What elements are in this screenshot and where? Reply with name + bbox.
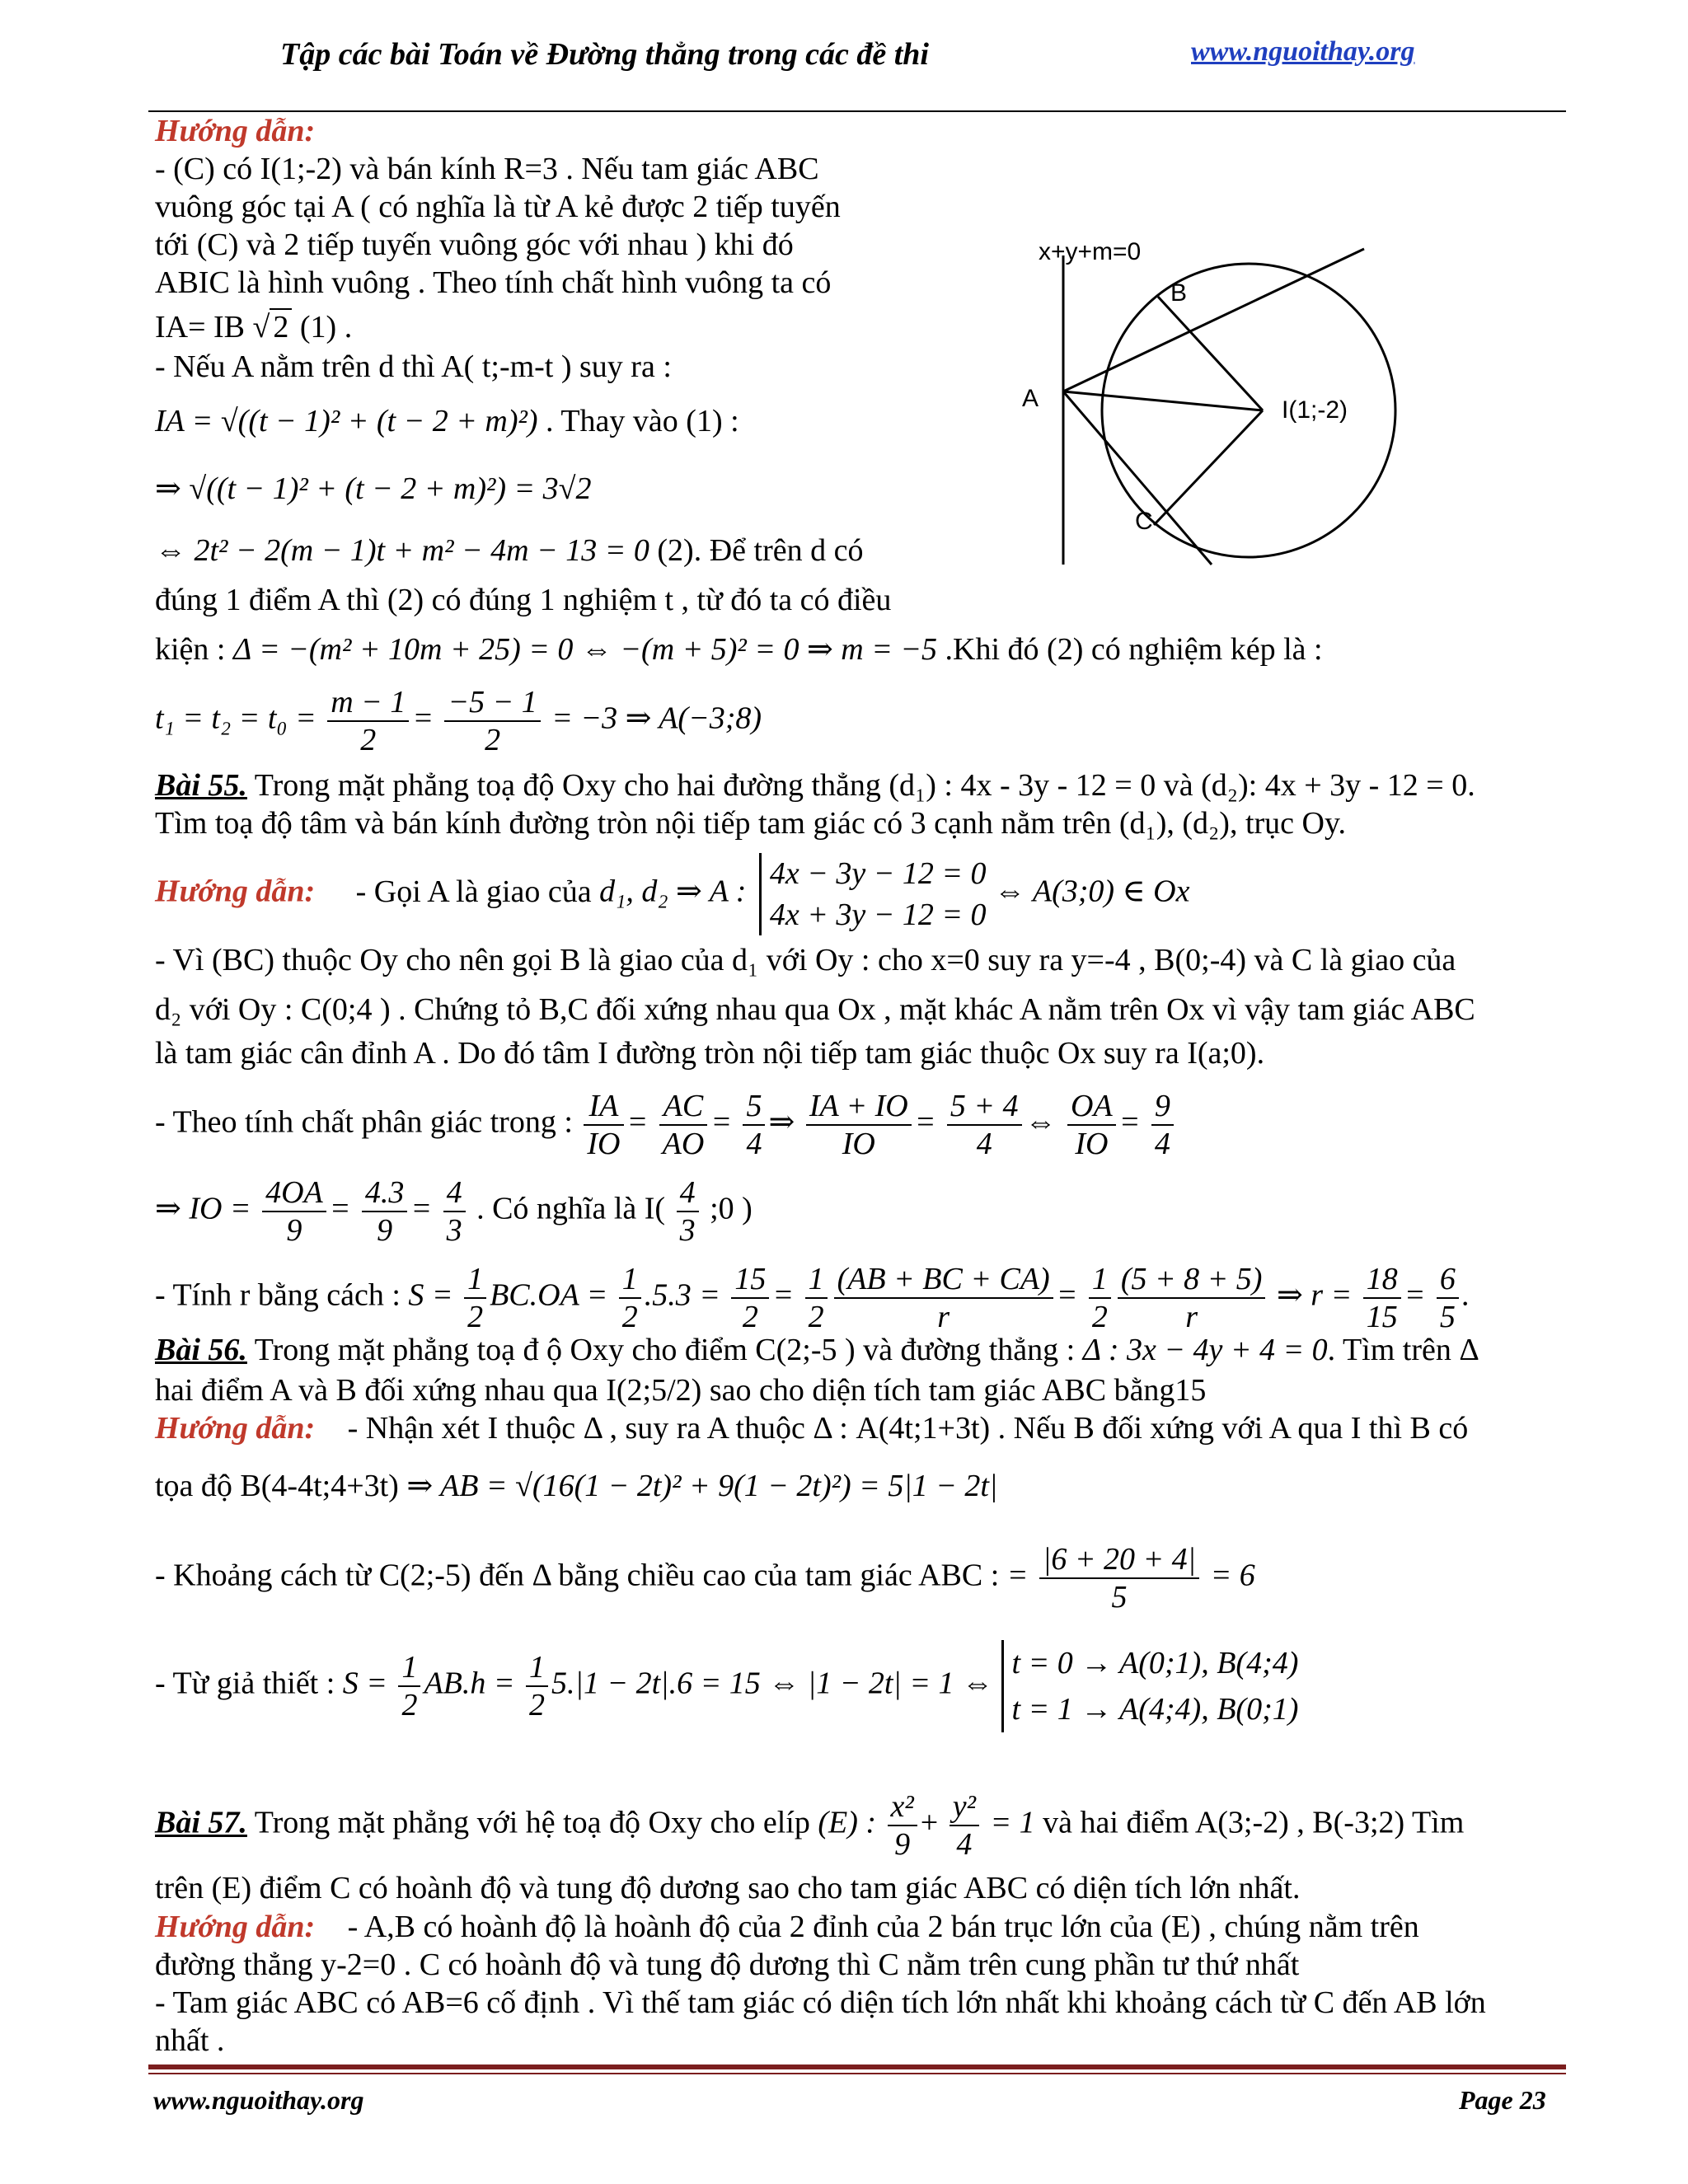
geometry-figure: [1022, 231, 1467, 593]
fraction: [834, 1261, 1053, 1335]
fraction: [1363, 1261, 1401, 1335]
numerator: |6 + 20 + 4|: [1039, 1541, 1199, 1579]
numerator: 1: [398, 1649, 420, 1687]
header-divider: [148, 110, 1566, 112]
p56-g4e: 5.|1 − 2t|.6 = 15 ⇔ |1 − 2t| = 1 ⇔: [551, 1666, 994, 1701]
p55-s3: .5.3 =: [644, 1277, 720, 1313]
p56-g3b: = 6: [1210, 1558, 1255, 1593]
p56-question-1: [155, 1331, 1479, 1369]
case-1: t = 0 → A(0;1), B(4;4): [1011, 1646, 1299, 1680]
p55-question-2: Tìm toạ độ tâm và bán kính đường tròn nội tiếp tam giác có 3 cạnh nằm trên (d₁), (d₂), trục Oy.: [155, 806, 1347, 841]
p54-l11b: Δ = −(m² + 10m + 25) = 0 ⇔ −(m + 5)² = 0 ⇒ m = −5: [232, 632, 938, 667]
p56-q1a: Trong mặt phẳng toạ đ ộ Oxy cho điểm C(2;-5 ) và đường thẳng :: [246, 1333, 1076, 1367]
guide-label-56: Hướng dẫn:: [155, 1411, 316, 1446]
p57-guide-4: nhất .: [155, 2023, 225, 2058]
denominator: 4: [1154, 1127, 1170, 1161]
p57-question-1: Bài 57. Trong mặt phẳng với hệ toạ độ Oxy cho elíp (E) : $\frac{\text{x²}}{9}$ + $\frac{\text{y²}}{4}$ = 1 và hai điểm A(3;-2) , B(-3;2) Tìm: [155, 1789, 1465, 1862]
numerator: m − 1: [327, 684, 409, 722]
fraction: [1089, 1261, 1111, 1335]
footer-divider-thick: [148, 2064, 1566, 2069]
fraction: [731, 1261, 769, 1335]
p57-q1c: = 1: [990, 1805, 1035, 1840]
system-eq-2: 4x + 3y − 12 = 0: [769, 898, 987, 932]
p56-q1c: . Tìm trên Δ: [1327, 1333, 1479, 1367]
p55-g1b: d₁, d₂ ⇒ A :: [599, 874, 747, 909]
p55-guide-4: là tam giác cân đỉnh A . Do đó tâm I đường tròn nội tiếp tam giác thuộc Ox suy ra I(a;0).: [155, 1036, 1265, 1071]
guide-label-54: Hướng dẫn:: [155, 114, 316, 148]
fraction: [947, 1088, 1022, 1162]
p55-guide-2: - Vì (BC) thuộc Oy cho nên gọi B là giao của d₁ với Oy : cho x=0 suy ra y=-4 , B(0;-4) và C là giao của: [155, 943, 1456, 977]
fraction: [444, 684, 540, 758]
denominator: 4: [956, 1827, 973, 1862]
numerator: y²: [950, 1788, 979, 1826]
fraction: [677, 1174, 699, 1249]
fraction: [584, 1088, 623, 1162]
denominator: 9: [286, 1213, 302, 1248]
p54-line-12: t₁ = t₂ = t₀ = $\frac{m - 1}{2}$ = $\frac{-5 - 1}{2}$ = −3 ⇒ A(−3;8): [155, 685, 762, 757]
p56-q1b: Δ : 3x − 4y + 4 = 0: [1082, 1333, 1328, 1367]
label-center-i: I(1;-2): [1282, 396, 1348, 424]
fraction: [659, 1088, 708, 1162]
footer-divider-thin: [148, 2073, 1566, 2074]
p57-g1: - A,B có hoành độ là hoành độ của 2 đỉnh của 2 bán trục lớn của (E) , chúng nằm trên: [347, 1910, 1419, 1944]
numerator: 6: [1437, 1261, 1459, 1299]
p54-line-11: [155, 630, 1323, 668]
tangent-line-ac: [1063, 391, 1212, 565]
denominator: IO: [1075, 1127, 1109, 1161]
p54-l12a: t₁ = t₂ = t₀ =: [155, 701, 316, 736]
numerator: 4: [677, 1174, 699, 1212]
denominator: 9: [377, 1213, 393, 1248]
p54-l5a: IA= IB: [155, 310, 246, 344]
denominator: r: [937, 1300, 950, 1334]
numerator: IA: [584, 1088, 623, 1126]
numerator: 1: [805, 1261, 828, 1299]
denominator: 5: [1111, 1580, 1128, 1615]
p54-line-1: - (C) có I(1;-2) và bán kính R=3 . Nếu tam giác ABC: [155, 152, 819, 186]
label-point-b: B: [1170, 279, 1188, 307]
fraction: [262, 1174, 326, 1249]
p54-line-10: đúng 1 điểm A thì (2) có đúng 1 nghiệm t , từ đó ta có điều: [155, 583, 892, 617]
p57-title: Bài 57.: [155, 1805, 247, 1840]
label-point-c: C: [1135, 508, 1153, 535]
numerator: 1: [1089, 1261, 1111, 1299]
p55-s4: ⇒ r =: [1276, 1277, 1353, 1313]
p56-g2a: tọa độ B(4-4t;4+3t): [155, 1469, 399, 1503]
case-bracket: [1001, 1640, 1299, 1732]
p54-l7a: IA = √((t − 1)² + (t − 2 + m)²): [155, 404, 538, 438]
denominator: 4: [976, 1127, 992, 1161]
p54-l9a: ⇔ 2t² − 2(m − 1)t + m² − 4m − 13 = 0: [155, 533, 649, 568]
numerator: 15: [731, 1261, 769, 1299]
p56-g2b: ⇒ AB = √(16(1 − 2t)² + 9(1 − 2t)²) = 5|1 − 2t|: [406, 1469, 998, 1503]
numerator: IA + IO: [806, 1088, 912, 1126]
denominator: 2: [621, 1300, 638, 1334]
p55-g1a: - Gọi A là giao của: [355, 874, 592, 909]
p57-guide-2: đường thẳng y-2=0 . C có hoành độ và tung độ dương thì C nằm trên cung phần tư thứ nhất: [155, 1947, 1300, 1982]
fraction: [888, 1788, 917, 1863]
p55-guide-3: d₂ với Oy : C(0;4 ) . Chứng tỏ B,C đối xứng nhau qua Ox , mặt khác A nằm trên Ox vì vậy tam giác ABC: [155, 992, 1475, 1027]
numerator: x²: [888, 1788, 917, 1826]
fraction: [1067, 1088, 1116, 1162]
fraction: [464, 1261, 486, 1335]
p54-line-8: ⇒ √((t − 1)² + (t − 2 + m)²) = 3√2: [155, 471, 592, 506]
p55-g6a: ⇒ IO =: [155, 1191, 251, 1226]
p54-l5b: 2: [270, 308, 292, 344]
denominator: AO: [662, 1127, 705, 1161]
p55-g5a: - Theo tính chất phân giác trong :: [155, 1104, 573, 1140]
guide-label-57: Hướng dẫn:: [155, 1910, 316, 1944]
p56-guide-4: [155, 1640, 1298, 1732]
numerator: 9: [1151, 1088, 1174, 1126]
p55-g6c: ;0 ): [710, 1191, 753, 1226]
denominator: 3: [446, 1213, 462, 1248]
segment-bi: [1158, 297, 1263, 410]
p56-title: Bài 56.: [155, 1333, 247, 1367]
denominator: 2: [360, 723, 377, 757]
p54-l5c: (1) .: [299, 310, 353, 344]
p55-title: Bài 55.: [155, 768, 247, 803]
numerator: 5: [743, 1088, 765, 1126]
page-number: Page 23: [1459, 2085, 1546, 2115]
label-point-a: A: [1022, 385, 1039, 412]
denominator: 2: [808, 1300, 824, 1334]
p56-guide-1: [155, 1409, 1468, 1447]
numerator: 1: [526, 1649, 548, 1687]
p54-line-3: tới (C) và 2 tiếp tuyến vuông góc với nhau ) khi đó: [155, 227, 794, 262]
p57-q1a: Trong mặt phẳng với hệ toạ độ Oxy cho elíp: [246, 1805, 810, 1840]
p54-line-4: ABIC là hình vuông . Theo tính chất hình vuông ta có: [155, 265, 832, 300]
p54-line-5: [155, 308, 352, 346]
p54-line-9: [155, 532, 863, 569]
fraction: [950, 1788, 979, 1863]
numerator: 18: [1363, 1261, 1401, 1299]
denominator: r: [1185, 1300, 1198, 1334]
fraction: [398, 1649, 420, 1723]
fraction: [1039, 1541, 1199, 1615]
header-site-link[interactable]: www.nguoithay.org: [1191, 36, 1415, 67]
numerator: 4.3: [362, 1174, 408, 1212]
denominator: 2: [467, 1300, 484, 1334]
p55-g1c: ⇔ A(3;0) ∈ Ox: [994, 874, 1190, 909]
equation-system: [759, 853, 987, 935]
denominator: IO: [587, 1127, 621, 1161]
denominator: 2: [1091, 1300, 1108, 1334]
p54-line-2: vuông góc tại A ( có nghĩa là từ A kẻ được 2 tiếp tuyến: [155, 190, 841, 224]
p54-line-6: - Nếu A nằm trên d thì A( t;-m-t ) suy ra :: [155, 349, 672, 384]
fraction: [806, 1088, 912, 1162]
p54-l11a: kiện :: [155, 632, 226, 667]
p55-s1: S =: [408, 1277, 453, 1313]
p55-q1: Trong mặt phẳng toạ độ Oxy cho hai đường thẳng (d₁) : 4x - 3y - 12 = 0 và (d₂): 4x + 3y - 12 = 0.: [246, 768, 1475, 803]
p55-guide-7: - Tính r bằng cách : S = $\frac{1}{2}$ BC.OA = $\frac{1}{2}$ .5.3 = $\frac{15}{2}$ = $\frac{1}{2}$ $\frac{(AB + BC + CA)}{r}$ = $\frac{1}{2}$ $\frac{(5 + 8 + 5)}{r}$ ⇒ r = $\frac{18}{15}$ = $\frac{6}{5}$ .: [155, 1262, 1470, 1334]
p54-line-7: [155, 402, 739, 440]
p54-l9b: (2). Để trên d có: [657, 533, 864, 568]
denominator: 3: [679, 1213, 696, 1248]
p56-guide-3: - Khoảng cách từ C(2;-5) đến Δ bằng chiều cao của tam giác ABC : = $\frac{|6 + 20 + 4|}{5}$ = 6: [155, 1542, 1255, 1615]
numerator: 4OA: [262, 1174, 326, 1212]
numerator: AC: [659, 1088, 708, 1126]
system-eq-1: 4x − 3y − 12 = 0: [769, 856, 987, 891]
p54-l11c: .Khi đó (2) có nghiệm kép là :: [945, 632, 1323, 667]
numerator: (5 + 8 + 5): [1118, 1261, 1266, 1299]
p54-l7b: . Thay vào (1) :: [546, 404, 739, 438]
denominator: 15: [1366, 1300, 1398, 1334]
denominator: 2: [485, 723, 501, 757]
p54-l12b: = −3 ⇒ A(−3;8): [551, 701, 762, 736]
guide-label-55: Hướng dẫn:: [155, 874, 316, 909]
p55-g7a: - Tính r bằng cách :: [155, 1277, 401, 1313]
segment-ci: [1154, 410, 1263, 525]
sqrt-symbol: √: [252, 310, 270, 344]
denominator: 4: [746, 1127, 762, 1161]
fraction: [443, 1174, 466, 1249]
denominator: IO: [842, 1127, 875, 1161]
denominator: 2: [742, 1300, 758, 1334]
numerator: 5 + 4: [947, 1088, 1022, 1126]
fraction: [327, 684, 409, 758]
fraction: [526, 1649, 548, 1723]
p56-question-2: hai điểm A và B đối xứng nhau qua I(2;5/2) sao cho diện tích tam giác ABC bằng15: [155, 1373, 1207, 1408]
fraction: [1437, 1261, 1459, 1335]
segment-ai: [1063, 391, 1263, 410]
p56-g4c: AB.h =: [424, 1666, 515, 1701]
fraction: [1118, 1261, 1266, 1335]
p55-guide-5: - Theo tính chất phân giác trong : $\frac{IA}{IO}$ = $\frac{AC}{AO}$ = $\frac{5}{4}$ ⇒ $\frac{IA + IO}{IO}$ = $\frac{5 + 4}{4}$ ⇔ $\frac{OA}{IO}$ = $\frac{9}{4}$: [155, 1088, 1177, 1162]
label-line-equation: x+y+m=0: [1039, 238, 1142, 265]
p57-guide-1: [155, 1908, 1419, 1946]
fraction: [743, 1088, 765, 1162]
p56-guide-2: [155, 1467, 997, 1505]
numerator: 4: [443, 1174, 466, 1212]
numerator: OA: [1067, 1088, 1116, 1126]
p57-q1b: (E) :: [818, 1805, 877, 1840]
p55-g6b: . Có nghĩa là I(: [476, 1191, 666, 1226]
fraction: [362, 1174, 408, 1249]
header-title: Tập các bài Toán về Đường thẳng trong các đề thi: [280, 37, 929, 72]
p57-question-2: trên (E) điểm C có hoành độ và tung độ dương sao cho tam giác ABC có diện tích lớn nhất.: [155, 1871, 1301, 1905]
p56-g3a: - Khoảng cách từ C(2;-5) đến Δ bằng chiều cao của tam giác ABC :: [155, 1558, 1000, 1593]
p55-guide-6: ⇒ IO = $\frac{4OA}{9}$ = $\frac{4.3}{9}$ = $\frac{4}{3}$ . Có nghĩa là I( $\frac{4}{3}$ ;0 ): [155, 1175, 753, 1248]
denominator: 2: [401, 1688, 418, 1722]
denominator: 5: [1439, 1300, 1456, 1334]
denominator: 9: [894, 1827, 911, 1862]
numerator: (AB + BC + CA): [834, 1261, 1053, 1299]
fraction: [805, 1261, 828, 1335]
p56-g4a: - Từ giả thiết :: [155, 1666, 335, 1701]
numerator: −5 − 1: [444, 684, 540, 722]
p57-guide-3: - Tam giác ABC có AB=6 cố định . Vì thế tam giác có diện tích lớn nhất khi khoảng cách từ C đến AB lớn: [155, 1985, 1486, 2020]
footer-site[interactable]: www.nguoithay.org: [153, 2085, 364, 2115]
p55-question-1: [155, 766, 1475, 804]
p55-guide-1: [155, 853, 1190, 935]
p56-g4b: S =: [342, 1666, 387, 1701]
p56-g1: - Nhận xét I thuộc Δ , suy ra A thuộc Δ : A(4t;1+3t) . Nếu B đối xứng với A qua I thì B có: [347, 1411, 1469, 1446]
p55-s2: BC.OA =: [490, 1277, 608, 1313]
case-2: t = 1 → A(4;4), B(0;1): [1011, 1692, 1299, 1727]
denominator: 2: [529, 1688, 546, 1722]
numerator: 1: [619, 1261, 641, 1299]
fraction: [619, 1261, 641, 1335]
p57-q1d: và hai điểm A(3;-2) , B(-3;2) Tìm: [1034, 1805, 1465, 1840]
fraction: [1151, 1088, 1174, 1162]
numerator: 1: [464, 1261, 486, 1299]
